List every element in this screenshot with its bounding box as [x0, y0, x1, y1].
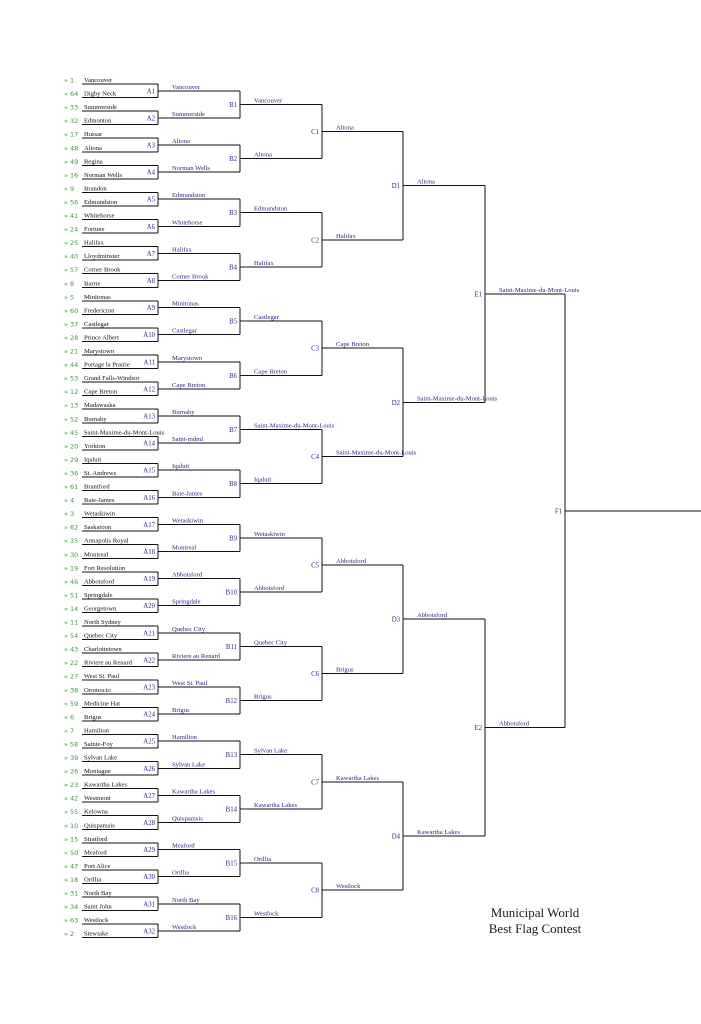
match-winner: Kawartha Lakes [172, 788, 216, 796]
match-code: A17 [143, 521, 155, 529]
entry-team: Kelowna [84, 808, 108, 816]
match-winner: Iqaluit [172, 463, 190, 471]
entry-seed: » 62 [64, 523, 79, 532]
match-code: D2 [391, 399, 400, 407]
match-code: C5 [311, 562, 319, 570]
match-code: A18 [143, 548, 155, 556]
match-code: B10 [225, 589, 237, 597]
match-winner: Montreal [172, 544, 197, 552]
match-code: A26 [143, 765, 155, 773]
match-winner: Abbotsford [417, 612, 448, 620]
entry-seed: » 9 [64, 184, 75, 193]
contest-title [470, 905, 600, 937]
entry-seed: » 59 [64, 699, 79, 708]
entry-team: Kawartha Lakes [84, 781, 128, 789]
entry-seed: » 46 [64, 577, 79, 586]
match-code: B16 [225, 914, 237, 922]
entry-team: Corner Brook [84, 266, 121, 274]
match-code: A15 [143, 467, 155, 475]
match-winner: Altona [172, 137, 190, 145]
match-winner: Westlock [172, 923, 197, 931]
match-winner: Halifax [336, 232, 356, 240]
match-winner: Wetaskiwin [172, 517, 203, 525]
entry-seed: » 61 [64, 483, 79, 491]
entry-seed: » 25 [64, 239, 79, 248]
entry-team: Stratford [84, 835, 108, 843]
match-code: D1 [391, 183, 400, 191]
entry-team: Meaford [84, 849, 107, 857]
match-code: B6 [229, 372, 237, 380]
match-code: A32 [143, 928, 155, 936]
match-winner: Saint-Maxime-du-Mont-Louis [336, 449, 417, 457]
entry-team: Stewiake [84, 930, 109, 938]
entry-seed: » 50 [64, 848, 79, 857]
entry-seed: » 64 [64, 90, 79, 99]
match-code: B3 [229, 210, 237, 218]
match-winner: Castlegar [254, 314, 279, 322]
entry-seed: » 22 [64, 659, 79, 668]
match-winner: Vancouver [254, 97, 283, 105]
match-winner: Burnaby [172, 408, 195, 416]
match-code: B4 [229, 264, 237, 272]
entry-team: Orillia [84, 876, 102, 884]
match-code: A24 [143, 711, 155, 719]
match-code: A3 [146, 142, 155, 150]
match-winner: Hamilton [172, 734, 197, 742]
match-winner: Minitonas [172, 300, 199, 308]
entry-seed: » 2 [64, 930, 75, 939]
match-code: A2 [146, 115, 155, 123]
match-winner: Abbotsford [172, 571, 203, 579]
entry-team: Quispamsis [84, 822, 115, 830]
match-winner: Kawartha Lakes [336, 774, 380, 782]
entry-team: Cape Breton [84, 388, 118, 396]
match-code: E2 [474, 725, 482, 733]
entry-seed: » 41 [64, 212, 79, 220]
entry-seed: » 23 [64, 781, 79, 790]
match-winner: Baie-James [172, 490, 203, 498]
match-winner: Halifax [172, 246, 192, 254]
entry-seed: » 35 [64, 537, 79, 546]
entry-seed: » 37 [64, 320, 79, 329]
entry-team: Burnaby [84, 415, 107, 423]
match-winner: Saint-mdml [172, 436, 204, 444]
match-code: B5 [229, 318, 237, 326]
entry-team: Westlock [84, 917, 109, 925]
entry-seed: » 55 [64, 808, 79, 817]
match-code: A8 [146, 277, 155, 285]
entry-seed: » 1 [64, 76, 75, 85]
entry-team: West St. Paul [84, 673, 120, 681]
entry-team: Saint John [84, 903, 112, 911]
match-winner: Corner Brook [172, 273, 209, 281]
entry-seed: » 54 [64, 632, 79, 641]
entry-seed: » 6 [64, 713, 75, 722]
match-code: C1 [311, 128, 319, 136]
match-code: B14 [225, 806, 237, 814]
entry-seed: » 57 [64, 266, 79, 275]
entry-seed: » 49 [64, 157, 79, 166]
entry-seed: » 24 [64, 225, 79, 234]
match-winner: Altona [417, 178, 435, 186]
entry-team: Montreal [84, 551, 109, 559]
entry-seed: » 32 [64, 117, 79, 126]
match-code: A27 [143, 792, 155, 800]
entry-seed: » 40 [64, 252, 79, 261]
entry-team: Regina [84, 158, 103, 166]
match-code: C6 [311, 670, 319, 678]
match-code: A12 [143, 386, 155, 394]
match-code: A4 [146, 169, 155, 177]
match-winner: North Bay [172, 896, 200, 904]
match-winner: Castlegar [172, 327, 197, 335]
match-winner: Cape Breton [336, 341, 370, 349]
entry-seed: » 28 [64, 333, 79, 342]
match-winner: Kawartha Lakes [417, 829, 461, 837]
entry-team: Prince Albert [84, 334, 119, 342]
entry-seed: » 17 [64, 130, 79, 139]
match-code: B2 [229, 156, 237, 164]
match-code: F1 [554, 508, 562, 516]
match-winner: Saint-Maxime-du-Mont-Louis [254, 422, 335, 430]
match-winner: Brigus [172, 707, 190, 715]
entry-seed: » 43 [64, 645, 79, 654]
match-code: C2 [311, 237, 319, 245]
match-code: A1 [146, 88, 155, 96]
entry-seed: » 39 [64, 754, 79, 762]
entry-seed: » 48 [64, 144, 79, 153]
match-winner: Orillia [254, 856, 272, 864]
match-winner: Orillia [172, 869, 190, 877]
entry-team: Castlegar [84, 320, 109, 328]
entry-team: Brantford [84, 483, 110, 491]
match-code: A30 [143, 874, 155, 882]
entry-seed: » 52 [64, 415, 79, 424]
entry-team: Hamilton [84, 727, 109, 735]
entry-team: Edmonton [84, 117, 112, 125]
match-winner: Halifax [254, 259, 274, 267]
entry-seed: » 4 [64, 496, 75, 505]
entry-team: Westmont [84, 795, 111, 803]
match-winner: Brigus [336, 666, 354, 674]
entry-seed: » 21 [64, 347, 79, 356]
entry-team: Fredericton [84, 307, 115, 315]
match-code: A22 [143, 657, 155, 665]
entry-team: Sylvan Lake [84, 754, 118, 762]
match-winner: Edmundston [254, 205, 288, 213]
entry-team: Yorkton [84, 442, 106, 450]
match-code: A20 [143, 603, 155, 611]
match-code: C4 [311, 454, 319, 462]
entry-team: North Sydney [84, 619, 121, 626]
match-code: A21 [143, 630, 155, 638]
match-code: A6 [146, 223, 155, 231]
match-winner: Abbotsford [499, 720, 530, 728]
entry-team: Brigus [84, 713, 102, 721]
match-winner: Edmundston [172, 192, 206, 200]
entry-team: Wetaskiwin [84, 510, 115, 518]
entry-seed: » 38 [64, 686, 79, 695]
match-winner: Cape Breton [172, 381, 206, 389]
entry-seed: » 27 [64, 672, 79, 681]
entry-team: Medicine Hat [84, 700, 121, 708]
match-winner: Norman Wells [172, 165, 210, 173]
title-line-2: Best Flag Contest [488, 921, 582, 936]
entry-team: Iqaluit [84, 456, 102, 464]
match-code: A19 [143, 576, 155, 584]
entry-seed: » 29 [64, 455, 79, 464]
entry-team: Whitehorse [84, 212, 115, 220]
entry-seed: » 11 [64, 618, 79, 627]
match-code: A31 [143, 901, 155, 909]
entry-team: Lloydminster [84, 253, 120, 261]
match-code: A29 [143, 847, 155, 855]
entry-seed: » 14 [64, 604, 79, 613]
entry-seed: » 30 [64, 550, 79, 559]
entry-team: Portage la Prairie [84, 361, 130, 369]
match-code: A9 [146, 305, 155, 313]
entry-seed: » 58 [64, 740, 79, 749]
entry-team: Vancouver [84, 77, 113, 84]
match-code: B8 [229, 481, 237, 489]
match-code: B13 [225, 752, 237, 760]
entry-team: Brandon [84, 185, 107, 193]
entry-team: Saskatoon [84, 524, 112, 532]
match-code: A5 [146, 196, 155, 204]
entry-team: Saint-Maxime-du-Mont-Louis [84, 429, 165, 437]
match-winner: Sylvan Lake [172, 761, 206, 769]
match-code: A13 [143, 413, 155, 421]
match-winner: Whitehorse [172, 219, 203, 227]
entry-seed: » 60 [64, 306, 79, 315]
match-winner: West St. Paul [172, 679, 208, 687]
entry-seed: » 8 [64, 279, 75, 288]
entry-team: Barrie [84, 280, 101, 288]
entry-seed: » 18 [64, 875, 79, 884]
match-code: A14 [143, 440, 155, 448]
match-code: A23 [143, 684, 155, 692]
entry-seed: » 5 [64, 293, 75, 302]
match-winner: Sylvan Lake [254, 747, 288, 755]
entry-seed: » 45 [64, 428, 79, 437]
match-winner: Cape Breton [254, 368, 288, 376]
match-winner: Abbotsford [254, 585, 285, 593]
entry-team: Minitonas [84, 293, 111, 301]
match-winner: Saint-Maxime-du-Mont-Louis [499, 287, 580, 295]
match-winner: Wetaskiwin [254, 530, 285, 538]
entry-seed: » 42 [64, 794, 79, 803]
match-code: B11 [225, 643, 237, 651]
entry-seed: » 16 [64, 171, 79, 180]
entry-seed: » 19 [64, 564, 79, 573]
entry-seed: » 44 [64, 361, 79, 370]
match-winner: Vancouver [172, 83, 201, 91]
entry-team: Annapolis Royal [84, 537, 129, 545]
entry-seed: » 26 [64, 767, 79, 776]
match-winner: Westlock [336, 883, 361, 891]
entry-seed: » 63 [64, 916, 79, 925]
match-winner: Meaford [172, 842, 195, 850]
entry-team: Marystown [84, 348, 115, 355]
entry-team: Madawaska [84, 402, 116, 410]
entry-team: Charlottetown [84, 646, 122, 654]
match-code: A10 [143, 332, 155, 340]
entry-team: Edmundston [84, 198, 118, 206]
match-code: C3 [311, 345, 319, 353]
match-winner: Quebec City [172, 625, 206, 633]
entry-team: Port Alice [84, 862, 111, 870]
match-winner: Marystown [172, 354, 203, 362]
match-winner: Brigus [254, 693, 272, 701]
entry-team: Montague [84, 768, 111, 776]
entry-team: Abbotsford [84, 578, 115, 586]
entry-seed: » 31 [64, 889, 79, 898]
entry-team: North Bay [84, 890, 112, 897]
entry-seed: » 7 [64, 726, 75, 735]
entry-team: Fortune [84, 226, 105, 234]
match-winner: Altona [254, 151, 272, 159]
match-code: C7 [311, 779, 319, 787]
entry-team: Hussar [84, 131, 103, 139]
match-code: A16 [143, 494, 155, 502]
entry-seed: » 34 [64, 903, 79, 912]
entry-seed: » 20 [64, 442, 79, 451]
match-winner: Quispamsis [172, 815, 203, 823]
match-winner: Altona [336, 124, 354, 132]
entry-team: Oromocto [84, 686, 111, 694]
entry-team: Grand Falls-Windsor [84, 375, 140, 383]
match-code: B7 [229, 427, 237, 435]
entry-team: St. Andrews [84, 469, 117, 477]
entry-team: Fort Resolution [84, 564, 126, 572]
match-code: B12 [225, 698, 237, 706]
match-code: A11 [143, 359, 155, 367]
match-winner: Springdale [172, 598, 201, 606]
entry-team: Altona [84, 144, 102, 152]
entry-team: Digby Neck [84, 90, 117, 98]
entry-team: Springdale [84, 591, 113, 599]
entry-team: Georgetown [84, 605, 117, 613]
entry-team: Halifax [84, 239, 104, 247]
match-winner: Westlock [254, 910, 279, 918]
match-winner: Summerside [172, 110, 205, 118]
match-code: B15 [225, 860, 237, 868]
match-winner: Riviere au Renard [172, 652, 220, 660]
entry-seed: » 51 [64, 591, 79, 600]
entry-seed: » 36 [64, 469, 79, 478]
entry-seed: » 47 [64, 862, 79, 871]
match-code: E1 [474, 291, 482, 299]
entry-seed: » 10 [64, 821, 79, 830]
match-code: A25 [143, 738, 155, 746]
entry-seed: » 56 [64, 198, 79, 207]
match-code: C8 [311, 887, 319, 895]
match-code: B1 [229, 101, 237, 109]
entry-seed: » 33 [64, 103, 79, 112]
match-winner: Iqaluit [254, 476, 272, 484]
entry-seed: » 3 [64, 510, 75, 519]
match-winner: Abbotsford [336, 558, 367, 566]
entry-team: Sainte-Foy [84, 740, 113, 748]
match-winner: Kawartha Lakes [254, 801, 298, 809]
match-code: A7 [146, 250, 155, 258]
entry-seed: » 12 [64, 388, 79, 397]
match-code: D3 [391, 616, 400, 624]
entry-team: Norman Wells [84, 171, 122, 179]
match-code: B9 [229, 535, 237, 543]
match-winner: Quebec City [254, 639, 288, 647]
entry-team: Riviere au Renard [84, 659, 132, 667]
match-code: D4 [391, 833, 400, 841]
entry-team: Quebec City [84, 632, 118, 640]
entry-team: Baie-James [84, 497, 115, 505]
entry-seed: » 13 [64, 401, 79, 410]
entry-seed: » 15 [64, 835, 79, 844]
match-code: A28 [143, 819, 155, 827]
entry-team: Summerside [84, 104, 117, 112]
match-winner: Saint-Maxime-du-Mont-Louis [417, 395, 498, 403]
title-line-1: Municipal World [490, 905, 580, 920]
entry-seed: » 53 [64, 374, 79, 383]
